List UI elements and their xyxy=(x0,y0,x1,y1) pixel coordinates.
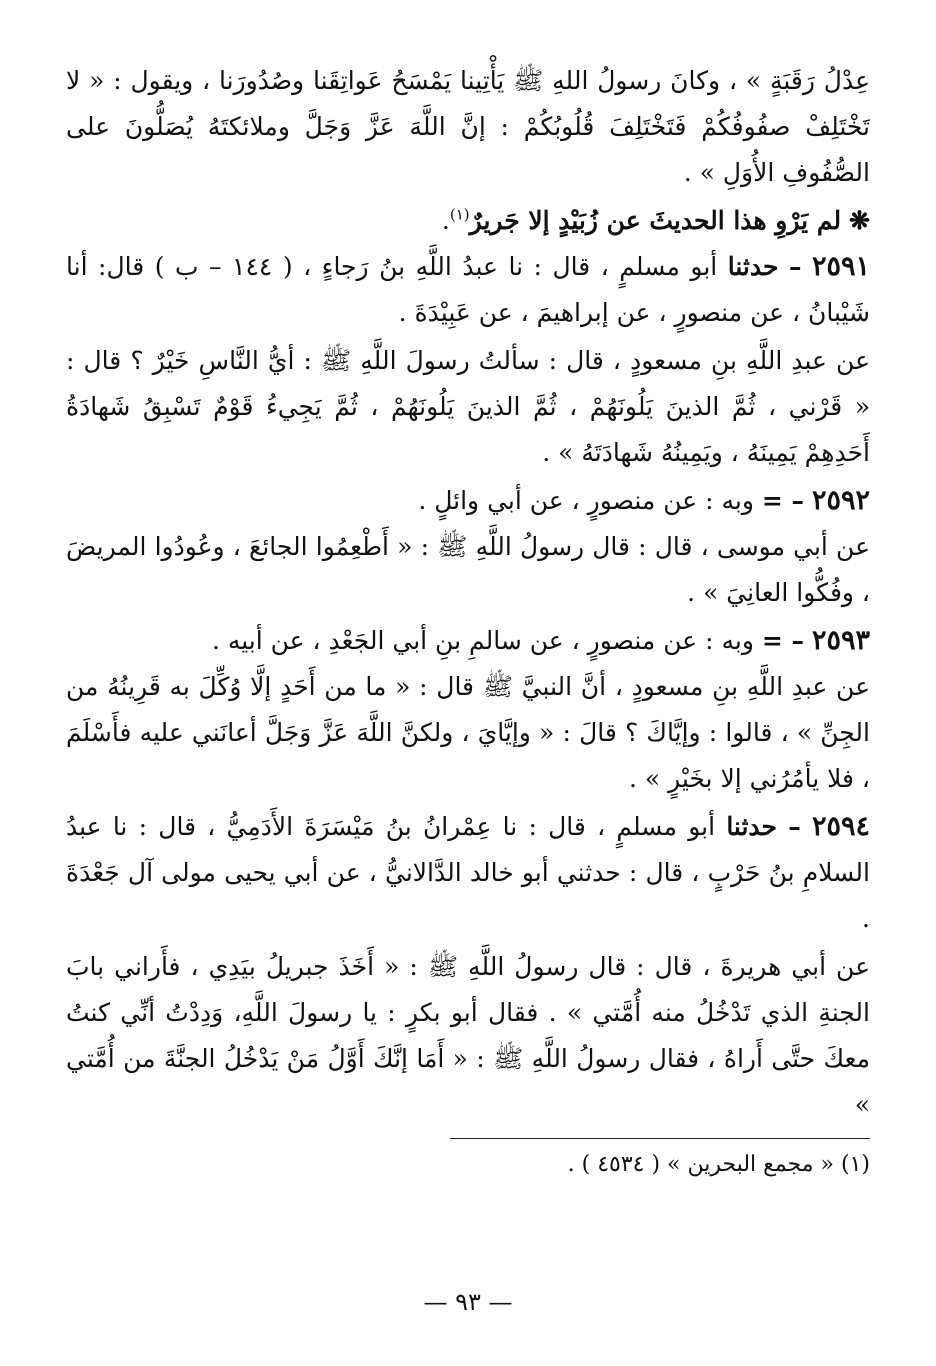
narration-note xyxy=(66,198,870,244)
main-text xyxy=(66,58,870,1183)
hadith-dash: – = xyxy=(761,626,805,655)
hadith-2591-matn: عن عبدِ اللَّهِ بنِ مسعودٍ ، قال : سألتُ رسولَ اللَّهِ ﷺ : أيُّ النَّاسِ خَيْرٌ ؟ قال : « قَرْني ، ثُمَّ الذينَ يَلُونَهُمْ ، ثُمَّ الذينَ يَلُونَهُمْ ، ثُمَّ يَجِيءُ قَوْمٌ تَسْبِقُ شَهادَةُ أَحَدِهِمْ يَمِينَهُ ، ويَمِينُهُ شَهادَتَهُ » . xyxy=(66,346,870,467)
hadith-number: ٢٥٩٤ xyxy=(812,811,871,842)
narration-note-end: . xyxy=(441,206,450,235)
hadith-2592-matn: عن أبي موسى ، قال : قال رسولُ اللَّهِ ﷺ : « أَطْعِمُوا الجائعَ ، وعُودُوا المريضَ ، وفُكُّوا العانِيَ » . xyxy=(66,532,870,607)
hadith-isnad-text: وبه : عن منصورٍ ، عن أبي وائلٍ . xyxy=(418,486,754,515)
page-number: — ٩٣ — xyxy=(423,1288,513,1316)
hadith-lead: حدثنا xyxy=(727,252,779,281)
hadith-isnad-text: أبو مسلمٍ ، قال : نا عِمْرانُ بنُ مَيْسَرَةَ الأَدَمِيُّ ، قال : نا عبدُ السلامِ بنُ حَرْبٍ ، قال : حدثني أبو خالد الدَّالانيُّ ، عن أبي يحيى مولى آل جَعْدَةَ . xyxy=(66,812,870,933)
hadith-isnad-text: وبه : عن منصورٍ ، عن سالمِ بنِ أبي الجَعْدِ ، عن أبيه . xyxy=(211,626,754,655)
hadith-2592-isnad xyxy=(66,478,870,524)
hadith-2593-isnad xyxy=(66,618,870,664)
hadith-number: ٢٥٩١ xyxy=(811,251,870,282)
hadith-lead: حدثنا xyxy=(726,812,778,841)
hadith-number: ٢٥٩٣ xyxy=(811,625,870,656)
hadith-dash: – xyxy=(788,812,801,841)
hadith-2593-matn: عن عبدِ اللَّهِ بنِ مسعودٍ ، أنَّ النبيَّ ﷺ قال : « ما من أَحَدٍ إلَّا وُكِّلَ به قَرِينُهُ من الجِنِّ » ، قالوا : وإيَّاكَ ؟ قالَ : « وإيَّايَ ، ولكنَّ اللَّهَ عَزَّ وَجَلَّ أعانَني عليه فأَسْلَمَ ، فلا يأمُرُني إلا بخَيْرٍ » . xyxy=(66,672,870,793)
hadith-2594-matn: عن أبي هريرةَ ، قال : قال رسولُ اللَّهِ ﷺ : « أَخَذَ جبريلُ بيَدِي ، فأَراني بابَ الجنةِ الذي تَدْخُلُ منه أُمَّتي » . فقال أبو بكرٍ : يا رسولَ اللَّهِ، وَدِدْتُ أنِّي كنتُ معكَ حتَّى أَراهُ ، فقال رسولُ اللَّهِ ﷺ : « أَمَا إنَّكَ أَوَّلُ مَنْ يَدْخُلُ الجنَّةَ من أُمَّتي » xyxy=(66,952,870,1119)
footnote: (١) « مجمع البحرين » ( ٤٥٣٤ ) . xyxy=(567,1152,870,1177)
hadith-dash: – xyxy=(788,252,802,281)
intro-paragraph: عِدْلُ رَقَبَةٍ » ، وكانَ رسولُ اللهِ ﷺ يَأْتِينا يَمْسَحُ عَواتِقَنا وصُدُورَنا ، ويقول : « لا تَخْتَلِفْ صفُوفُكُمْ فَتَخْتَلِفَ قُلُوبُكُمْ : إنَّ اللَّهَ عَزَّ وَجَلَّ وملائكتَهُ يُصَلُّونَ على الصُّفُوفِ الأُوَلِ » . xyxy=(66,66,870,187)
hadith-2591-isnad xyxy=(66,244,870,336)
footnote-marker[interactable]: (١) xyxy=(449,205,470,224)
star-ornament-icon: ❋ xyxy=(849,206,870,235)
hadith-number: ٢٥٩٢ xyxy=(811,485,870,516)
hadith-isnad-text: أبو مسلمٍ ، قال : نا عبدُ اللَّهِ بنُ رَجاءٍ ، ( ١٤٤ – ب ) قال: أنا شَيْبانُ ، عن منصورٍ ، عن إبراهيمَ ، عن عَبِيْدَةَ . xyxy=(66,252,870,327)
footnote-divider xyxy=(450,1138,870,1139)
narration-note-text: لم يَرْوِ هذا الحديثَ عن زُبَيْدٍ إلا جَريرٌ xyxy=(469,206,842,235)
hadith-dash: – = xyxy=(761,486,805,515)
hadith-2594-isnad xyxy=(66,804,870,942)
